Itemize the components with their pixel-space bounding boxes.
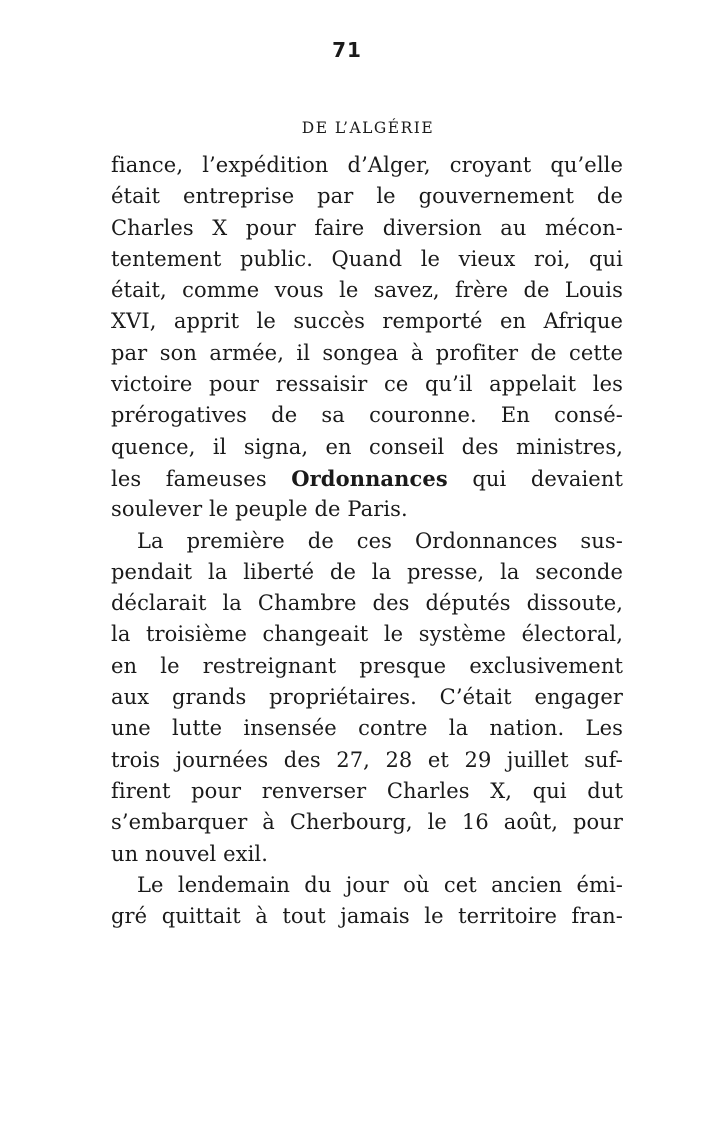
text-line: pendait la liberté de la presse, la seconde [111, 559, 623, 584]
text-line: XVI, apprit le succès remporté en Afrique [111, 309, 623, 334]
text-line: une lutte insensée contre la nation. Les [111, 716, 623, 741]
text-line: Charles X pour faire diversion au mécon- [111, 215, 623, 240]
text-line: tentement public. Quand le vieux roi, qui [111, 246, 623, 271]
paragraph-start-line: La première de ces Ordonnances sus- [137, 528, 623, 553]
text-line: s’embarquer à Cherbourg, le 16 août, pour [111, 810, 623, 835]
text-line: aux grands propriétaires. C’était engager [111, 685, 623, 710]
text-line: par son armée, il songea à profiter de cette [111, 340, 623, 365]
text-line: la troisième changeait le système électoral, [111, 622, 623, 647]
text-line: prérogatives de sa couronne. En consé- [111, 403, 623, 428]
text-line: déclarait la Chambre des députés dissoute, [111, 591, 623, 616]
text-segment: qui devaient [447, 466, 624, 491]
paragraph-end-line: un nouvel exil. [111, 841, 268, 866]
text-line: quence, il signa, en conseil des ministres, [111, 434, 623, 459]
text-line: gré quittait à tout jamais le territoire fran- [111, 904, 623, 929]
paragraph-end-line: soulever le peuple de Paris. [111, 497, 408, 522]
text-segment: les fameuses [111, 466, 292, 491]
text-line-with-emphasis [111, 463, 623, 494]
body-text [111, 150, 623, 932]
page-number: 71 [332, 38, 362, 62]
text-line: fiance, l’expédition d’Alger, croyant qu’elle [111, 153, 623, 177]
text-line: trois journées des 27, 28 et 29 juillet suf- [111, 747, 623, 772]
text-line: était, comme vous le savez, frère de Louis [111, 278, 623, 303]
bold-term-ordonnances: Ordonnances [291, 465, 448, 491]
text-line: en le restreignant presque exclusivement [111, 653, 623, 678]
paragraph-start-line: Le lendemain du jour où cet ancien émi- [137, 872, 623, 897]
text-line: était entreprise par le gouvernement de [111, 184, 623, 209]
text-line: firent pour renverser Charles X, qui dut [111, 778, 623, 803]
running-head: DE L’ALGÉRIE [301, 119, 435, 137]
text-line: victoire pour ressaisir ce qu’il appelait les [111, 372, 623, 397]
